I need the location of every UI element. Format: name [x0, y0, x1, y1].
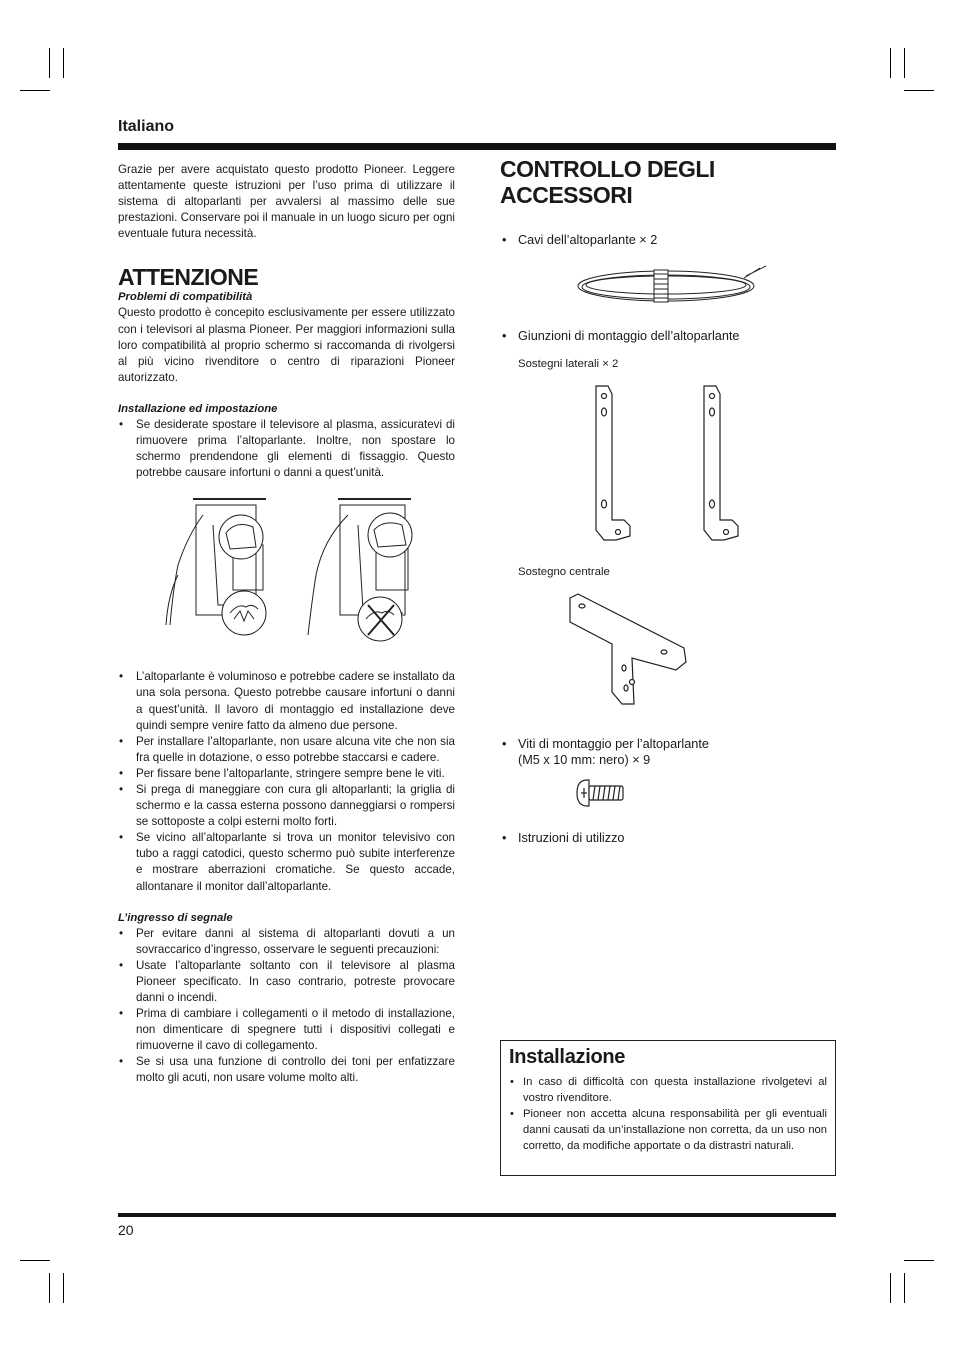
right-column	[500, 156, 836, 846]
language-heading: Italiano	[118, 118, 175, 135]
side-supports-label: Sostegni laterali × 2	[518, 358, 619, 370]
install-list	[118, 417, 455, 481]
screws-line-1: • Viti di montaggio per l’altoparlante	[518, 737, 709, 751]
intro-paragraph: Grazie per avere acquistato questo prodotto Pioneer. Leggere attentamente queste istruzioni per l’uso prima di utilizzare il sistema di altoparlanti per avvalersi al massimo delle sue prestazioni. Conservare poi il manuale in un luogo sicuro per ogni eventuale futura necessità.	[118, 163, 455, 241]
accessory-cables: • Cavi dell’altoparlante × 2	[500, 232, 836, 248]
install-list-2	[118, 669, 455, 894]
attenzione-title: ATTENZIONE	[118, 264, 259, 291]
signal-list	[118, 926, 455, 1087]
install-heading: Installazione ed impostazione	[118, 402, 278, 415]
list-item: • Usate l’altoparlante soltanto con il televisore al plasma Pioneer specificato. In caso contrario, potreste provocare danni o incendi.	[118, 958, 455, 1006]
accessori-title: CONTROLLO DEGLI ACCESSORI	[500, 156, 715, 208]
center-support-label: Sostegno centrale	[518, 566, 610, 578]
center-support-icon	[566, 592, 706, 708]
list-item: • Se vicino all’altoparlante si trova un monitor televisivo con tubo a raggi catodici, questo schermo può subite interferenze e mostrare aberrazioni cromatiche. Se questo accade, allontanare il monitor dall’altoparlante.	[118, 830, 455, 894]
compat-text: Questo prodotto è concepito esclusivamente per essere utilizzato con i televisori al plasma Pioneer. Per maggiori informazioni sulla loro compatibilità al proprio schermo si raccomanda di rivolgersi al più vicino rivenditore o centro di riparazioni Pioneer autorizzato.	[118, 306, 455, 384]
list-item: • L’altoparlante è voluminoso e potrebbe cadere se installato da una sola persona. Questo potrebbe causare infortuni o danni a quest’unità. Il lavoro di montaggio ed installazione deve quindi sempre venire fatto da almeno due persone.	[118, 669, 455, 733]
cable-icon	[574, 262, 774, 310]
list-item: • Pioneer non accetta alcuna responsabilità per gli eventuali danni causati da un’installazione non corretta, da un uso non corretto, da modifiche apportate o da distrastri naturali.	[509, 1106, 827, 1154]
installazione-box	[500, 1040, 836, 1176]
accessory-instructions: • Istruzioni di utilizzo	[500, 830, 836, 846]
accessory-joints: • Giunzioni di montaggio dell’altoparlante	[500, 328, 836, 344]
handling-illustration	[118, 495, 455, 655]
screw-icon	[575, 778, 627, 808]
compat-heading: Problemi di compatibilità	[118, 291, 253, 304]
accessory-screws	[500, 736, 836, 768]
list-item: • Per evitare danni al sistema di altoparlanti dovuti a un sovraccarico d’ingresso, osservare le seguenti precauzioni:	[118, 926, 455, 958]
signal-heading: L’ingresso di segnale	[118, 911, 233, 924]
footer-rule	[118, 1213, 836, 1217]
screws-line-2: (M5 x 10 mm: nero) × 9	[518, 753, 651, 767]
list-item: • Per fissare bene l’altoparlante, stringere sempre bene le viti.	[118, 766, 455, 782]
list-item: • Se desiderate spostare il televisore al plasma, assicuratevi di rimuovere prima l’altoparlante. Inoltre, non spostare lo schermo prendendone gli elementi di fissaggio. Questo potrebbe causare infortuni o danni a quest’unità.	[118, 417, 455, 481]
list-item: • Se si usa una funzione di controllo dei toni per enfatizzare molto gli acuti, non usare volume molto alti.	[118, 1054, 455, 1086]
header-rule	[118, 143, 836, 150]
list-item: • Per installare l’altoparlante, non usare alcuna vite che non sia fra quelle in dotazione, o esso potrebbe staccarsi e cadere.	[118, 734, 455, 766]
list-item: • Prima di cambiare i collegamenti o il metodo di installazione, non dimenticare di spegnere tutti i dispositivi collegati e rimuoverne il cavo di collegamento.	[118, 1006, 455, 1054]
page-number: 20	[118, 1222, 134, 1238]
left-column	[118, 162, 455, 1087]
list-item: • Si prega di maneggiare con cura gli altoparlanti; la griglia di schermo e la cassa esterna possono danneggiarsi o rompersi se sottoposte a colpi esterni molto forti.	[118, 782, 455, 830]
installazione-title: Installazione	[509, 1046, 626, 1068]
list-item: • In caso di difficoltà con questa installazione rivolgetevi al vostro rivenditore.	[509, 1074, 827, 1106]
handling-illustration-svg	[118, 495, 455, 655]
side-support-icon	[580, 384, 840, 544]
installazione-list	[509, 1074, 827, 1154]
